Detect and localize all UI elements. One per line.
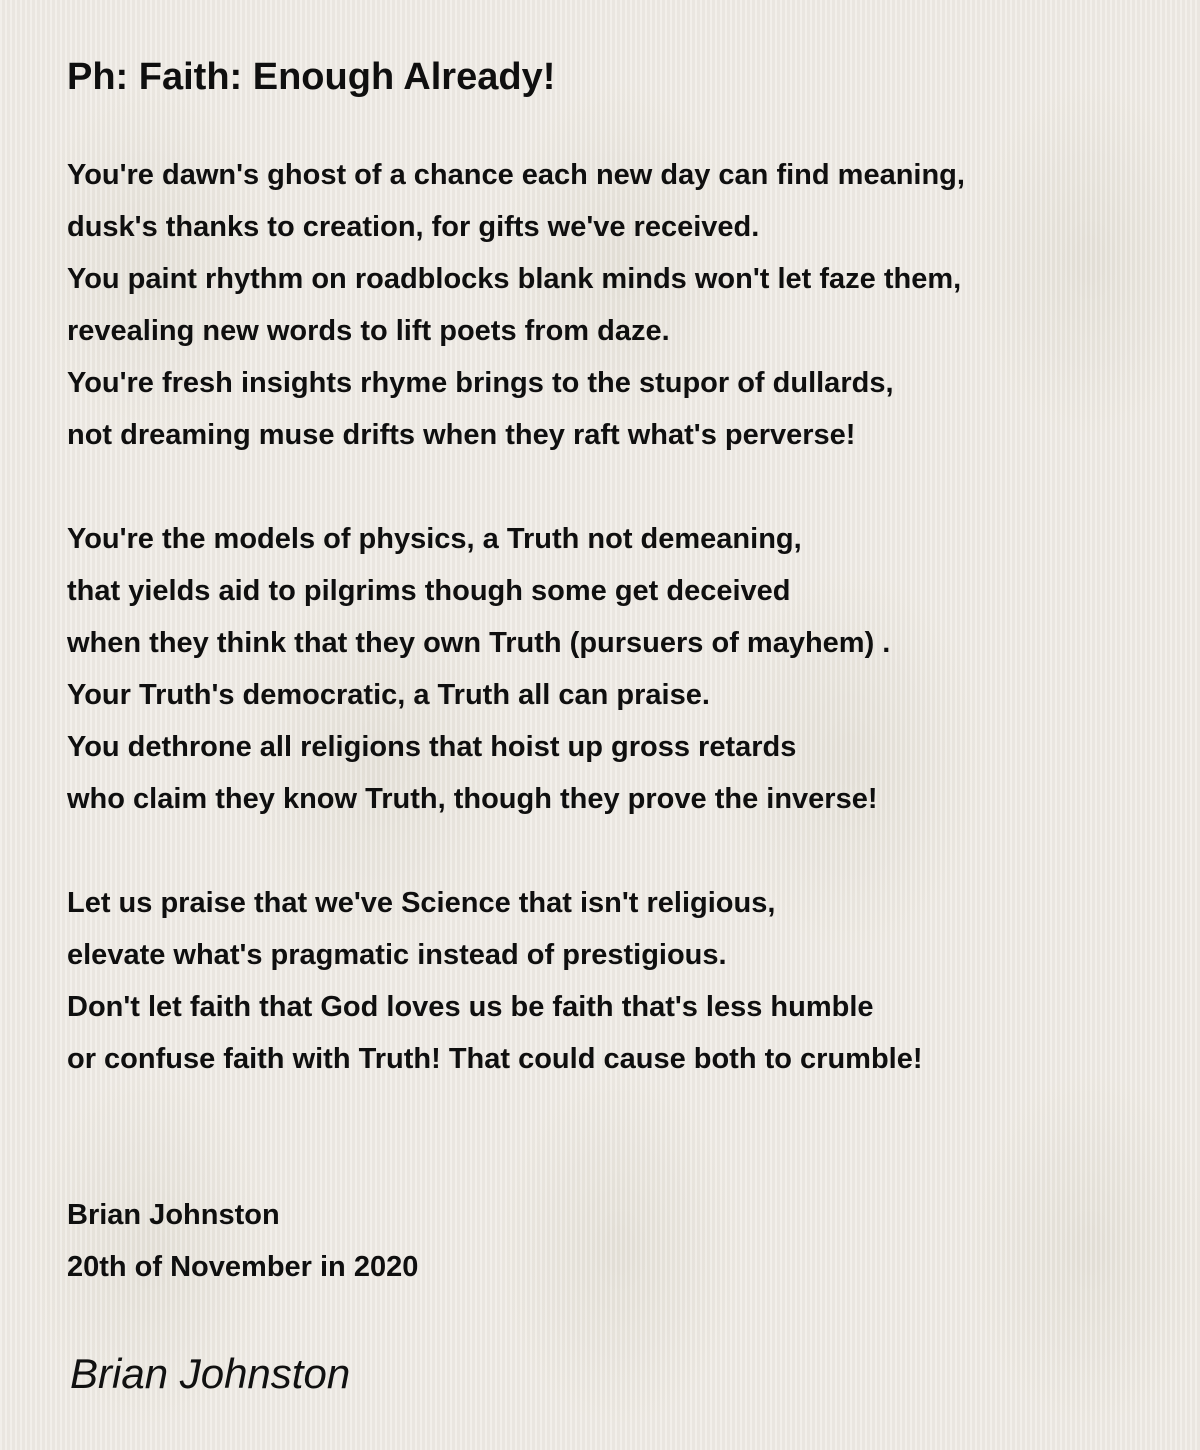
poem-line: who claim they know Truth, though they prove the inverse! xyxy=(67,783,878,815)
author-block xyxy=(67,1189,418,1293)
author-signature: Brian Johnston xyxy=(70,1350,351,1397)
poem-line: Your Truth's democratic, a Truth all can praise. xyxy=(67,679,710,711)
poem-line: You paint rhythm on roadblocks blank minds won't let faze them, xyxy=(67,263,962,295)
poem-line: when they think that they own Truth (pursuers of mayhem) . xyxy=(67,627,891,659)
author-name: Brian Johnston xyxy=(67,1199,280,1231)
poem-date: 20th of November in 2020 xyxy=(67,1251,419,1283)
poem-line: You're the models of physics, a Truth not demeaning, xyxy=(67,523,802,555)
poem-line: or confuse faith with Truth! That could cause both to crumble! xyxy=(67,1043,923,1075)
poem-line: that yields aid to pilgrims though some get deceived xyxy=(67,575,791,607)
stanza-2 xyxy=(67,513,890,825)
poem-line: revealing new words to lift poets from daze. xyxy=(67,315,670,347)
poem-line: Don't let faith that God loves us be faith that's less humble xyxy=(67,991,874,1023)
poem-line: You dethrone all religions that hoist up gross retards xyxy=(67,731,797,763)
poem-line: elevate what's pragmatic instead of prestigious. xyxy=(67,939,727,971)
poem-line: dusk's thanks to creation, for gifts we've received. xyxy=(67,211,760,243)
poem-title: Ph: Faith: Enough Already! xyxy=(67,56,556,98)
stanza-3 xyxy=(67,877,923,1085)
stanza-1 xyxy=(67,149,965,461)
poem-line: not dreaming muse drifts when they raft what's perverse! xyxy=(67,419,856,451)
poem-line: Let us praise that we've Science that isn't religious, xyxy=(67,887,776,919)
poem-line: You're fresh insights rhyme brings to the stupor of dullards, xyxy=(67,367,894,399)
poem-line: You're dawn's ghost of a chance each new day can find meaning, xyxy=(67,159,965,191)
